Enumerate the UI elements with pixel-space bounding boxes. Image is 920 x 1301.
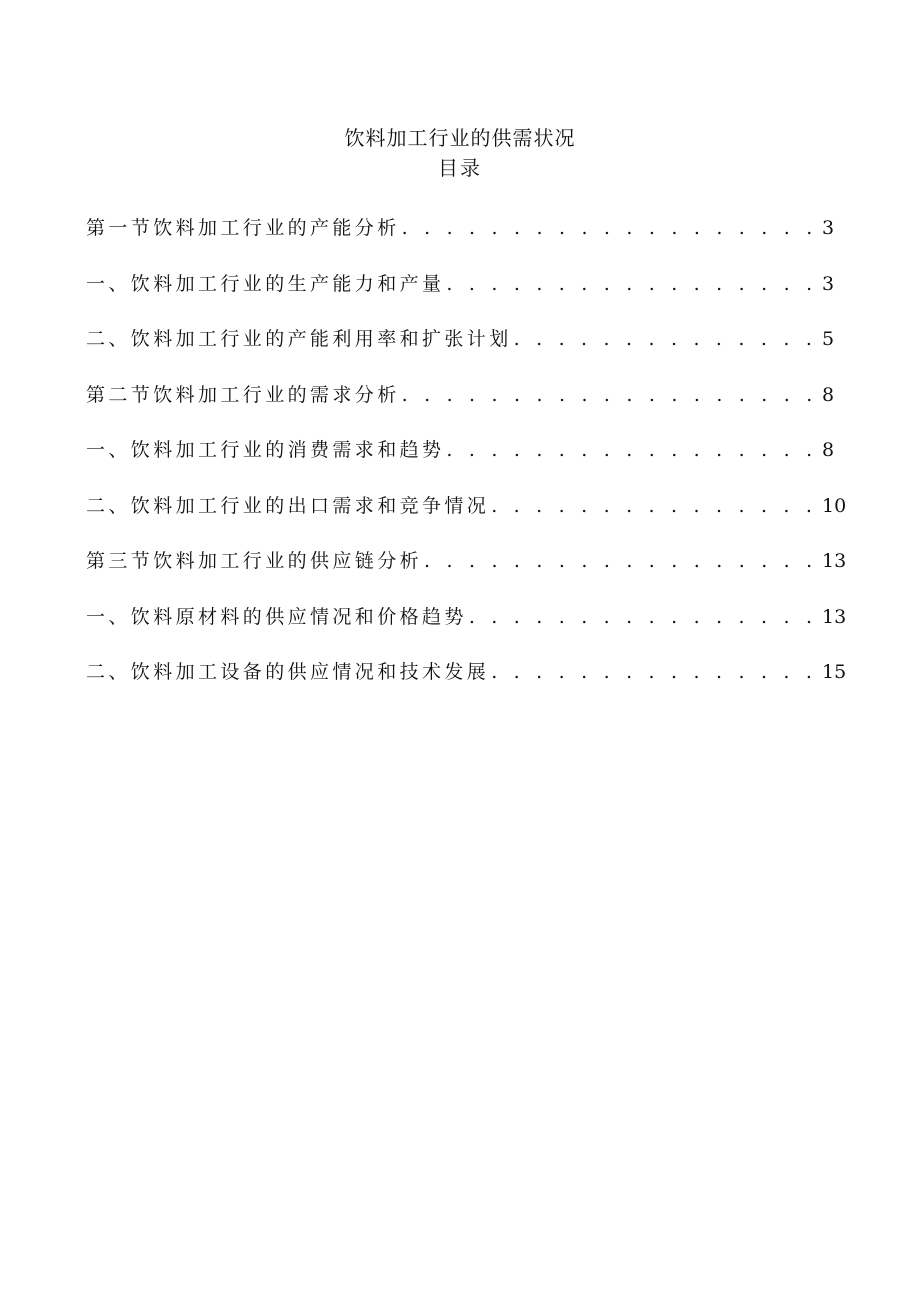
toc-entry[interactable] <box>86 324 835 380</box>
table-of-contents <box>86 213 847 713</box>
toc-entry-page: 8 <box>822 383 835 406</box>
toc-entry[interactable] <box>86 491 847 547</box>
toc-entry-page: 5 <box>822 328 835 350</box>
toc-leader-dots <box>491 491 818 521</box>
toc-leader-dots <box>402 380 818 410</box>
toc-leader-dots <box>491 657 818 687</box>
toc-entry-label: 二、饮料加工行业的出口需求和竞争情况 <box>86 494 490 517</box>
toc-leader-dots <box>402 213 818 243</box>
toc-entry[interactable] <box>86 213 835 269</box>
toc-entry-label: 二、饮料加工行业的产能利用率和扩张计划 <box>86 328 512 350</box>
toc-entry-label: 一、饮料加工行业的生产能力和产量 <box>86 272 445 295</box>
toc-leader-dots <box>446 269 818 299</box>
toc-entry-label: 第二节饮料加工行业的需求分析 <box>86 383 400 406</box>
toc-entry-label: 一、饮料加工行业的消费需求和趋势 <box>86 439 445 461</box>
toc-entry[interactable] <box>86 546 847 602</box>
toc-entry-page: 13 <box>822 605 847 628</box>
toc-leader-dots <box>424 546 818 576</box>
toc-heading: 目录 <box>438 156 482 180</box>
toc-entry[interactable] <box>86 435 835 491</box>
toc-entry[interactable] <box>86 602 847 658</box>
toc-leader-dots <box>469 602 818 632</box>
toc-entry-page: 15 <box>822 661 847 683</box>
toc-entry[interactable] <box>86 380 835 436</box>
toc-entry-label: 第三节饮料加工行业的供应链分析 <box>86 550 423 572</box>
toc-entry[interactable] <box>86 269 835 325</box>
toc-entry-page: 3 <box>822 272 835 295</box>
toc-entry-label: 第一节饮料加工行业的产能分析 <box>86 217 400 239</box>
toc-entry-label: 一、饮料原材料的供应情况和价格趋势 <box>86 605 467 628</box>
toc-entry[interactable] <box>86 657 847 713</box>
toc-entry-page: 3 <box>822 217 835 239</box>
toc-leader-dots <box>446 435 818 465</box>
document-title: 饮料加工行业的供需状况 <box>344 126 576 150</box>
toc-entry-page: 8 <box>822 439 835 461</box>
toc-entry-page: 10 <box>822 494 847 517</box>
toc-leader-dots <box>514 324 818 354</box>
toc-entry-label: 二、饮料加工设备的供应情况和技术发展 <box>86 661 490 683</box>
toc-entry-page: 13 <box>822 550 847 572</box>
